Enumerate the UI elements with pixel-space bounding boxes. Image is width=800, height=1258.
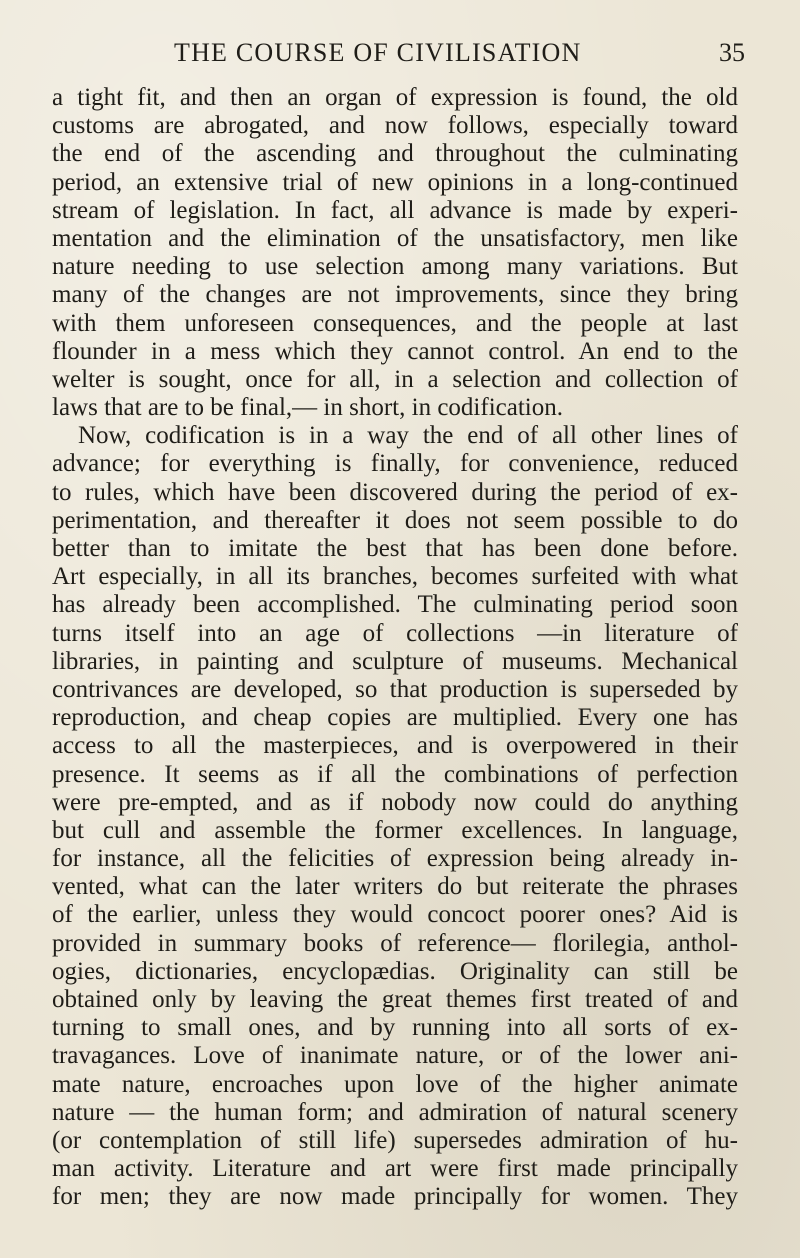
text-line: to rules, which have been discovered during the period of ex-: [52, 478, 738, 506]
text-line: man activity. Literature and art were first made principally: [52, 1155, 738, 1183]
running-head: [52, 38, 747, 68]
text-line: has already been accomplished. The culminating period soon: [52, 591, 738, 619]
body-text: [52, 84, 738, 1212]
text-line: customs are abrogated, and now follows, especially toward: [52, 112, 738, 140]
text-line: reproduction, and cheap copies are multiplied. Every one has: [52, 704, 738, 732]
text-line: mentation and the elimination of the unsatisfactory, men like: [52, 224, 738, 252]
text-line: but cull and assemble the former excellences. In language,: [52, 816, 738, 844]
text-line: access to all the masterpieces, and is overpowered in their: [52, 732, 738, 760]
text-line: obtained only by leaving the great themes first treated of and: [52, 986, 738, 1013]
text-line: Now, codification is in a way the end of all other lines of: [78, 422, 738, 450]
text-line: contrivances are developed, so that production is superseded by: [52, 675, 738, 703]
text-line: nature — the human form; and admiration of natural scenery: [52, 1098, 738, 1126]
text-line: period, an extensive trial of new opinions in a long-continued: [52, 168, 738, 196]
text-line: laws that are to be final,— in short, in codification.: [52, 394, 563, 422]
text-line: vented, what can the later writers do but reiterate the phrases: [52, 873, 738, 901]
text-line: with them unforeseen consequences, and the people at last: [52, 309, 738, 337]
text-line: better than to imitate the best that has been done before.: [52, 535, 738, 562]
text-line: provided in summary books of reference— florilegia, anthol-: [52, 929, 738, 957]
page-number: 35: [719, 38, 745, 67]
text-line: mate nature, encroaches upon love of the higher animate: [52, 1070, 738, 1098]
text-line: libraries, in painting and sculpture of museums. Mechanical: [52, 647, 738, 675]
text-line: ogies, dictionaries, encyclopædias. Originality can still be: [52, 957, 738, 985]
text-line: turns itself into an age of collections —in literature of: [52, 619, 738, 647]
text-line: stream of legislation. In fact, all advance is made by experi-: [52, 196, 738, 224]
text-line: perimentation, and thereafter it does not seem possible to do: [52, 506, 738, 534]
text-line: flounder in a mess which they cannot control. An end to the: [52, 337, 738, 365]
text-line: Art especially, in all its branches, becomes surfeited with what: [52, 563, 738, 591]
text-line: turning to small ones, and by running into all sorts of ex-: [52, 1014, 738, 1042]
text-line: presence. It seems as if all the combinations of perfection: [52, 760, 738, 788]
text-line: a tight fit, and then an organ of expression is found, the old: [52, 84, 738, 111]
text-line: travagances. Love of inanimate nature, or of the lower ani-: [52, 1042, 738, 1070]
text-line: for men; they are now made principally for women. They: [52, 1183, 738, 1211]
text-line: welter is sought, once for all, in a selection and collection of: [52, 365, 738, 393]
text-line: of the earlier, unless they would concoct poorer ones? Aid is: [52, 901, 738, 929]
text-line: (or contemplation of still life) supersedes admiration of hu-: [52, 1126, 738, 1154]
text-line: nature needing to use selection among many variations. But: [52, 253, 738, 281]
text-line: were pre-empted, and as if nobody now could do anything: [52, 788, 738, 816]
text-line: the end of the ascending and throughout the culminating: [52, 140, 738, 168]
text-line: many of the changes are not improvements, since they bring: [52, 281, 738, 309]
text-line: advance; for everything is finally, for convenience, reduced: [52, 450, 738, 478]
running-title: THE COURSE OF CIVILISATION: [174, 38, 582, 67]
text-line: for instance, all the felicities of expression being already in-: [52, 845, 738, 873]
